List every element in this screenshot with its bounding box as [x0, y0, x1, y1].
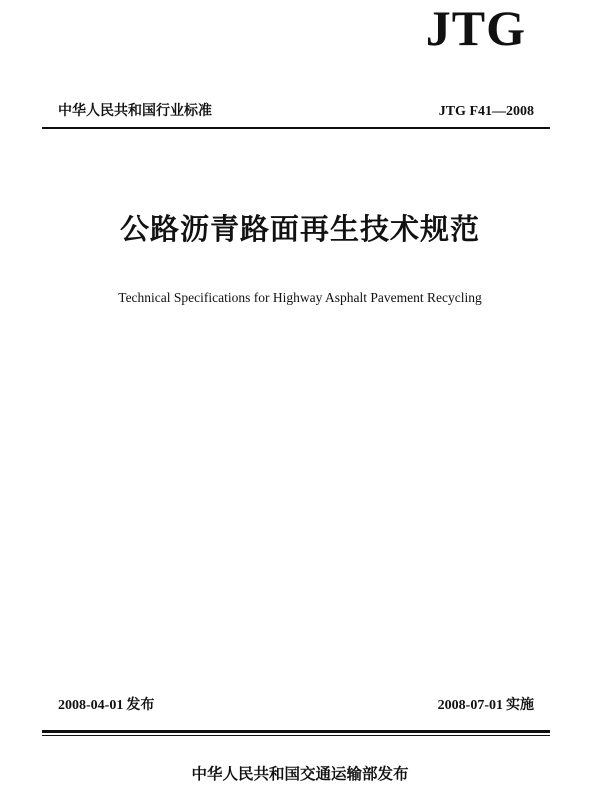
- standard-category: 中华人民共和国行业标准: [58, 103, 212, 119]
- jtg-logo: JTG: [425, 0, 526, 56]
- issue-date: 2008-04-01: [58, 698, 124, 713]
- dates-row: [58, 694, 534, 714]
- footer-divider-thick: [42, 730, 550, 733]
- header-row: [58, 100, 534, 120]
- publisher: 中华人民共和国交通运输部发布: [191, 765, 409, 783]
- header-divider: [42, 127, 550, 129]
- issue-date-group: [58, 694, 154, 714]
- effective-date: 2008-07-01: [437, 698, 503, 713]
- issue-label: 发布: [126, 697, 155, 713]
- title-english: Technical Specifications for Highway Asphalt Pavement Recycling: [118, 290, 482, 305]
- effective-date-group: [438, 694, 534, 714]
- standard-number: JTG F41—2008: [438, 104, 534, 119]
- footer-divider-thin: [42, 735, 550, 736]
- effective-label: 实施: [506, 697, 534, 713]
- title-chinese: 公路沥青路面再生技术规范: [119, 212, 480, 246]
